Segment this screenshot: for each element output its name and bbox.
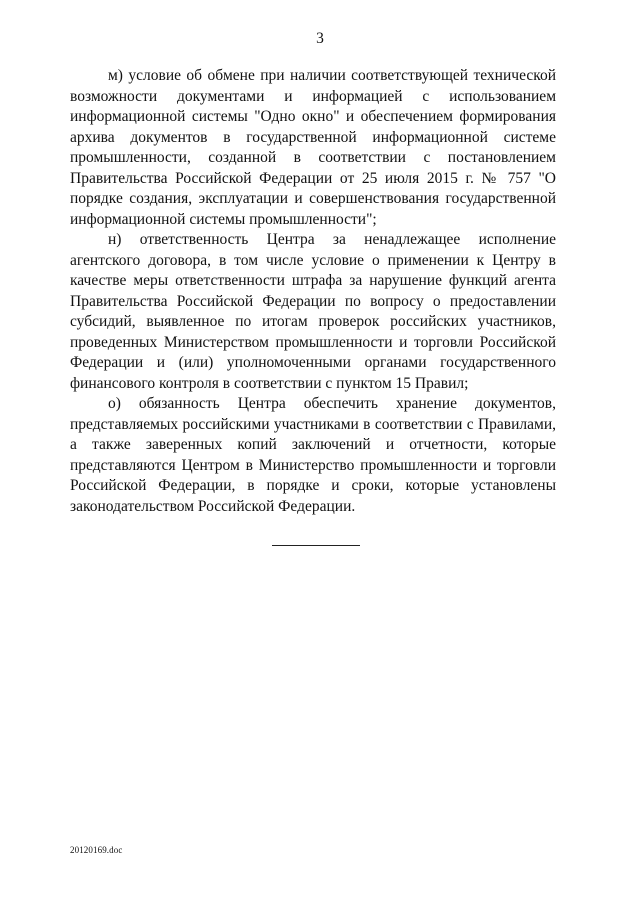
end-divider <box>272 545 360 546</box>
paragraph-n: н) ответственность Центра за ненадлежащее исполнение агентского договора, в том числе условие о применении к Центру в качестве меры ответственности штрафа за нарушение функций агента Правительства Российской Федерации по вопросу о предоставлении субсидий, выявленное по итогам проверок российских участников, проведенных Министерством промышленности и торговли Российской Федерации и (или) уполномоченными органами государственного финансового контроля в соответствии с пунктом 15 Правил; <box>70 231 556 392</box>
paragraph-o: о) обязанность Центра обеспечить хранение документов, представляемых российскими участниками в соответствии с Правилами, а также заверенных копий заключений и отчетности, которые представляются Центром в Министерство промышленности и торговли Российской Федерации, в порядке и сроки, которые установлены законодательством Российской Федерации. <box>70 395 556 515</box>
page-number: 3 <box>316 30 324 47</box>
document-body <box>70 66 556 517</box>
paragraph-m: м) условие об обмене при наличии соответствующей технической возможности документами и информацией с использованием информационной системы "Одно окно" и обеспечением формирования архива документов в государственной информационной системе промышленности, созданной в соответствии с постановлением Правительства Российской Федерации от 25 июля 2015 г. № 757 "О порядке создания, эксплуатации и совершенствования государственной информационной системы промышленности"; <box>70 67 556 228</box>
document-file-code: 20120169.doc <box>70 845 123 855</box>
